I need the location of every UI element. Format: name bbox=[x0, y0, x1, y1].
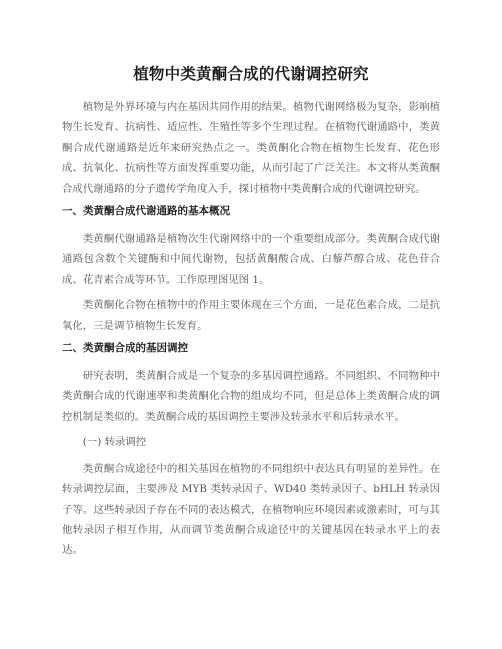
section-2-paragraph-1: 研究表明，类黄酮合成是一个复杂的多基因调控通路。不同组织、不同物种中类黄酮合成的代谢速率和类黄酮化合物的组成均不同，但是总体上类黄酮合成的调控机制是类似的。类黄酮合成的基因调控主要涉及转录水平和后转录水平。 bbox=[62, 370, 440, 423]
section-1-paragraph-1: 类黄酮代谢通路是植物次生代谢网络中的一个重要组成部分。类黄酮合成代谢通路包含数个关键酶和中间代谢物，包括黄酮酸合成、白藜芦醇合成、花色苷合成、花青素合成等环节。工作原理图见图 1。 bbox=[62, 233, 440, 286]
section-2-subheading: (一) 转录调控 bbox=[82, 436, 147, 449]
section-2-heading: 二、类黄酮合成的基因调控 bbox=[62, 342, 188, 355]
section-2-paragraph-2: 类黄酮合成途径中的相关基因在植物的不同组织中表达具有明显的差异性。在转录调控层面，主要涉及 MYB 类转录因子、WD40 类转录因子、bHLH 转录因子等。这些转录因子存在不同的表达模式，在植物响应环境因素或激素时，可与其他转录因子相互作用，从而调节类黄酮合成途径中的关键基因在转录水平上的表达。 bbox=[62, 462, 440, 557]
section-1-heading: 一、类黄酮合成代谢通路的基本概况 bbox=[62, 205, 230, 218]
document-body bbox=[62, 97, 440, 566]
section-1-paragraph-2: 类黄酮化合物在植物中的作用主要体现在三个方面，一是花色素合成，二是抗氧化，三是调节植物生长发育。 bbox=[62, 299, 440, 332]
intro-paragraph: 植物是外界环境与内在基因共同作用的结果。植物代谢网络极为复杂，影响植物生长发育、抗病性、适应性、生殖性等多个生理过程。在植物代谢通路中，类黄酮合成代谢通路是近年来研究热点之一。类黄酮化合物在植物生长发育、花色形成、抗氧化、抗病性等方面发挥重要功能，从而引起了广泛关注。本文将从类黄酮合成代谢通路的分子遗传学角度入手，探讨植物中类黄酮合成的代谢调控研究。 bbox=[62, 101, 440, 195]
document-title: 植物中类黄酮合成的代谢调控研究 bbox=[133, 65, 369, 83]
